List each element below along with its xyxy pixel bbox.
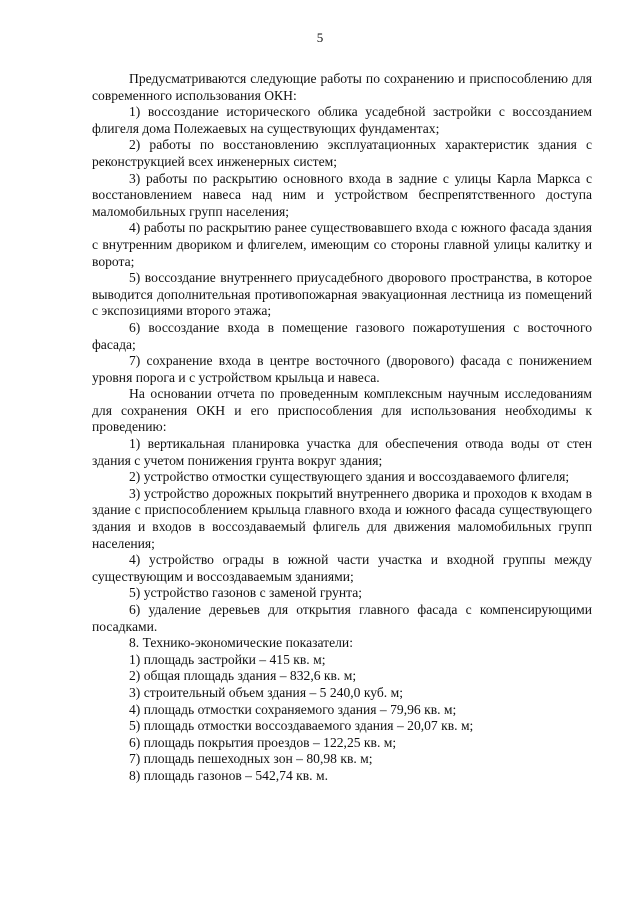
research-paragraph: На основании отчета по проведенным комплексным научным исследованиям для сохранения ОКН и его приспособления для использования необходимы к проведению:	[92, 386, 592, 435]
document-body	[92, 71, 592, 785]
indicator-item: 4) площадь отмостки сохраняемого здания – 79,96 кв. м;	[129, 701, 457, 717]
indicator-item: 7) площадь пешеходных зон – 80,98 кв. м;	[129, 751, 373, 767]
preservation-item: 1) воссоздание исторического облика усадебной застройки с воссозданием флигеля дома Полежаевых на существующих фундаментах;	[92, 104, 592, 136]
preservation-item: 4) работы по раскрытию ранее существовавшего входа с южного фасада здания с внутренним двориком и флигелем, имеющим со стороны главной улицы калитку и ворота;	[92, 220, 592, 269]
preservation-item: 5) воссоздание внутреннего приусадебного дворового пространства, в которое выводится дополнительная противопожарная эвакуационная лестница из помещений с экспозициями второго этажа;	[92, 270, 592, 319]
preservation-item: 2) работы по восстановлению эксплуатационных характеристик здания с реконструкцией всех инженерных систем;	[92, 137, 592, 169]
required-work-item: 6) удаление деревьев для открытия главного фасада с компенсирующими посадками.	[92, 602, 592, 634]
indicator-item: 2) общая площадь здания – 832,6 кв. м;	[129, 668, 357, 684]
required-work-item: 1) вертикальная планировка участка для обеспечения отвода воды от стен здания с учетом понижения грунта вокруг здания;	[92, 436, 592, 468]
indicator-item: 3) строительный объем здания – 5 240,0 куб. м;	[129, 684, 403, 700]
indicator-item: 8) площадь газонов – 542,74 кв. м.	[129, 767, 328, 783]
preservation-item: 6) воссоздание входа в помещение газового пожаротушения с восточного фасада;	[92, 319, 592, 352]
required-work-item: 3) устройство дорожных покрытий внутреннего дворика и проходов к входам в здание с приспособлением крыльца главного входа и южного фасада существующего здания и входов в воссоздаваемый флигель для движения маломобильных групп населения;	[92, 485, 592, 551]
preservation-item: 7) сохранение входа в центре восточного (дворового) фасада с понижением уровня порога и с устройством крыльца и навеса.	[92, 353, 592, 385]
indicator-item: 6) площадь покрытия проездов – 122,25 кв. м;	[129, 734, 397, 750]
indicators-heading: 8. Технико-экономические показатели:	[129, 635, 353, 651]
required-work-item: 5) устройство газонов с заменой грунта;	[129, 585, 363, 601]
required-work-item: 2) устройство отмостки существующего здания и воссоздаваемого флигеля;	[129, 469, 570, 485]
indicator-item: 1) площадь застройки – 415 кв. м;	[129, 651, 326, 667]
intro-paragraph: Предусматриваются следующие работы по сохранению и приспособлению для современного использования ОКН:	[92, 71, 592, 103]
required-work-item: 4) устройство ограды в южной части участка и входной группы между существующим и воссоздаваемым зданиями;	[92, 552, 592, 584]
indicator-item: 5) площадь отмостки воссоздаваемого здания – 20,07 кв. м;	[129, 718, 474, 734]
page-number: 5	[316, 30, 324, 45]
preservation-item: 3) работы по раскрытию основного входа в задние с улицы Карла Маркса с восстановлением навеса над ним и устройством беспрепятственного доступа маломобильных групп населения;	[92, 170, 592, 219]
